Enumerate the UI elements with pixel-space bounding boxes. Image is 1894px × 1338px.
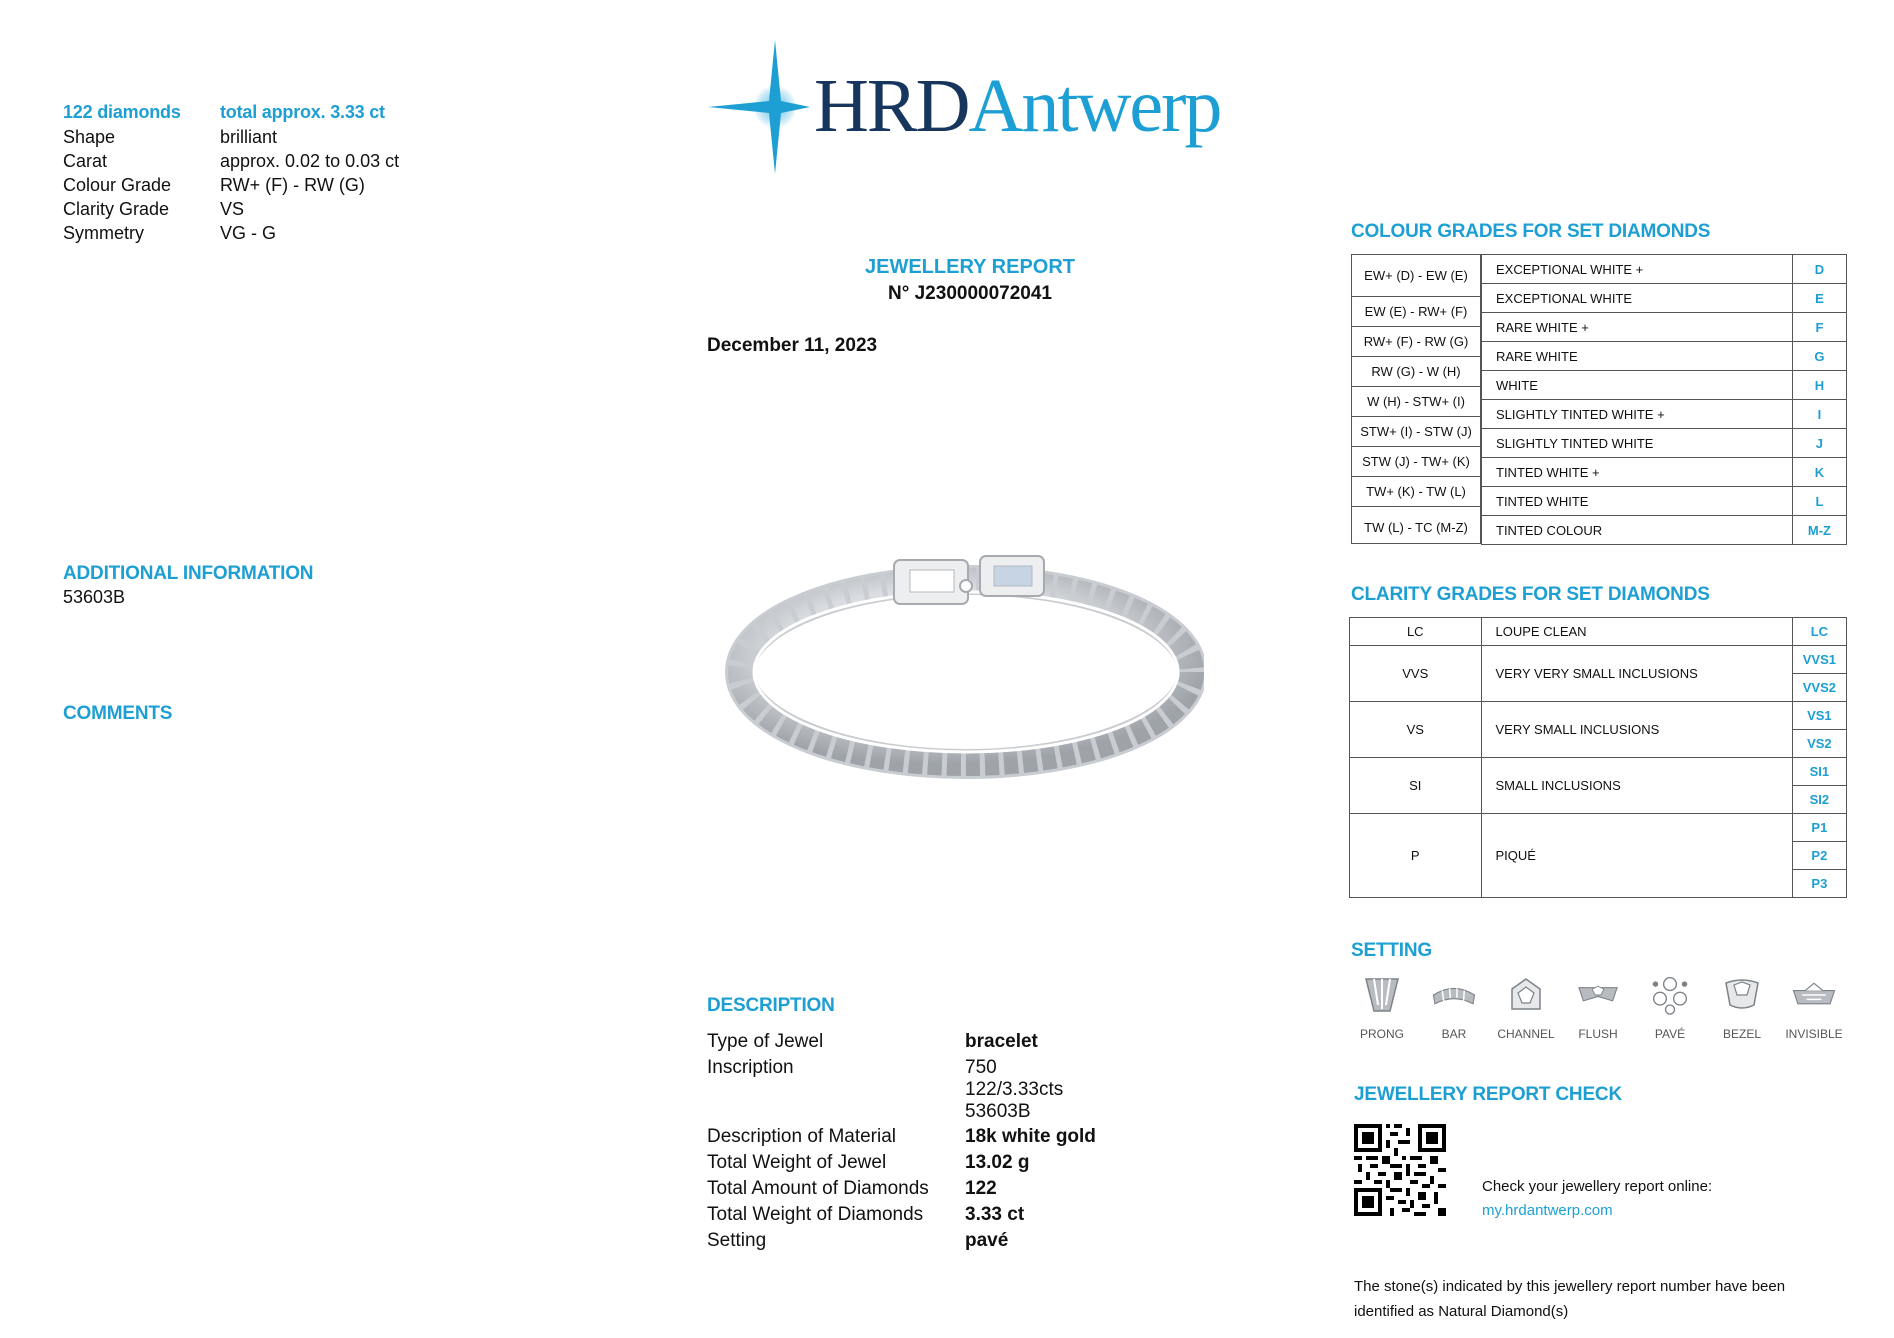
colour-name: RARE WHITE [1482,342,1793,371]
desc-value: 3.33 ct [965,1204,1025,1225]
setting-channel [1491,975,1561,1041]
desc-key: Type of Jewel [707,1031,824,1052]
colour-name: EXCEPTIONAL WHITE [1482,284,1793,313]
setting-bar [1419,975,1489,1041]
setting-prong [1347,975,1417,1041]
desc-value: pavé [965,1230,1009,1251]
table-row [1482,313,1847,342]
additional-info-title: ADDITIONAL INFORMATION [63,563,314,584]
clarity-code: VVS2 [1792,674,1846,702]
table-row [1350,618,1847,646]
table-row [1482,284,1847,313]
clarity-code: VVS1 [1792,646,1846,674]
diamond-count: 122 diamonds [63,102,181,122]
clarity-code: P3 [1792,870,1846,898]
clarity-grades-table [1349,617,1847,898]
spec-value: VS [220,199,245,219]
clarity-code: VS1 [1792,702,1846,730]
qr-code[interactable] [1354,1124,1446,1216]
table-row [1482,429,1847,458]
channel-icon [1504,975,1548,1015]
clarity-code: VS2 [1792,730,1846,758]
additional-info-value: 53603B [63,587,126,607]
colour-code: I [1792,400,1846,429]
prong-icon [1360,975,1404,1015]
table-row [1482,371,1847,400]
desc-value: 122 [965,1178,997,1199]
colour-range-cell: TW+ (K) - TW (L) [1352,477,1480,507]
bar-icon [1432,975,1476,1015]
clarity-abbr: VS [1350,702,1482,758]
colour-range-column [1351,254,1481,544]
colour-name: TINTED WHITE + [1482,458,1793,487]
diamond-total-weight: total approx. 3.33 ct [220,102,385,122]
hrd-antwerp-logo [708,38,1238,178]
qr-code-icon [1354,1124,1446,1216]
inscription-line-2: 122/3.33cts [965,1079,1064,1100]
report-date: December 11, 2023 [707,335,878,356]
table-row [1482,342,1847,371]
setting-title: SETTING [1351,940,1432,961]
clarity-code: LC [1792,618,1846,646]
setting-label: PAVÉ [1654,1027,1686,1041]
colour-name: WHITE [1482,371,1793,400]
bracelet-icon [724,540,1204,800]
colour-code: K [1792,458,1846,487]
clarity-abbr: P [1350,814,1482,898]
setting-pave [1635,975,1705,1041]
colour-range-cell: STW (J) - TW+ (K) [1352,447,1480,477]
desc-key: Total Weight of Jewel [707,1152,887,1173]
spec-key: Clarity Grade [63,199,170,219]
clarity-code: P2 [1792,842,1846,870]
report-number: N° J230000072041 [888,283,1052,304]
colour-range-cell: EW (E) - RW+ (F) [1352,297,1480,327]
desc-key: Total Weight of Diamonds [707,1204,924,1225]
clarity-name: SMALL INCLUSIONS [1481,758,1792,814]
colour-range-cell: RW+ (F) - RW (G) [1352,327,1480,357]
table-row [1482,400,1847,429]
spec-key: Carat [63,151,108,171]
spec-value: brilliant [220,127,278,147]
spec-key: Shape [63,127,116,147]
clarity-abbr: SI [1350,758,1482,814]
setting-label: BAR [1441,1027,1467,1041]
colour-name: SLIGHTLY TINTED WHITE [1482,429,1793,458]
colour-range-cell: W (H) - STW+ (I) [1352,387,1480,417]
desc-key: Setting [707,1230,767,1251]
inscription-line-3: 53603B [965,1101,1031,1122]
desc-key: Total Amount of Diamonds [707,1178,929,1199]
setting-flush [1563,975,1633,1041]
colour-range-cell: STW+ (I) - STW (J) [1352,417,1480,447]
desc-key: Description of Material [707,1126,897,1147]
spec-value: approx. 0.02 to 0.03 ct [220,151,400,171]
colour-name: TINTED WHITE [1482,487,1793,516]
colour-code: J [1792,429,1846,458]
clarity-code: SI2 [1792,786,1846,814]
colour-grades-table [1351,254,1847,544]
inscription-line-1: 750 [965,1057,997,1078]
table-row [1482,255,1847,284]
table-row [1482,458,1847,487]
logo-text-antwerp: Antwerp [968,64,1221,148]
pave-icon [1648,975,1692,1015]
logo-text-hrd: HRD [814,64,969,148]
setting-label: BEZEL [1722,1027,1761,1041]
colour-name: TINTED COLOUR [1482,516,1793,545]
colour-name: EXCEPTIONAL WHITE + [1482,255,1793,284]
footnote [1354,1274,1785,1324]
table-row [1350,814,1847,842]
bracelet-image [724,540,1204,800]
spec-value: VG - G [220,223,277,243]
comments-title: COMMENTS [63,703,173,724]
spec-key: Symmetry [63,223,144,243]
colour-code: E [1792,284,1846,313]
report-title: JEWELLERY REPORT [864,256,1076,278]
spec-key: Colour Grade [63,175,172,195]
description-title: DESCRIPTION [707,995,835,1016]
setting-bezel [1707,975,1777,1041]
report-check-link[interactable]: my.hrdantwerp.com [1482,1202,1613,1219]
table-row [1350,758,1847,786]
desc-value: 13.02 g [965,1152,1030,1173]
colour-code: L [1792,487,1846,516]
desc-value [965,1057,1063,1123]
colour-range-cell: EW+ (D) - EW (E) [1352,255,1480,297]
table-row [1482,487,1847,516]
clarity-abbr: LC [1350,618,1482,646]
clarity-code: P1 [1792,814,1846,842]
setting-label: FLUSH [1578,1027,1618,1041]
invisible-icon [1792,975,1836,1015]
colour-grades-title: COLOUR GRADES FOR SET DIAMONDS [1351,221,1711,242]
colour-code: M-Z [1792,516,1846,545]
footnote-line-1: The stone(s) indicated by this jewellery report number have been [1354,1278,1786,1295]
footnote-line-2: identified as Natural Diamond(s) [1354,1303,1569,1320]
colour-code: D [1792,255,1846,284]
clarity-name: PIQUÉ [1481,814,1792,898]
colour-name: SLIGHTLY TINTED WHITE + [1482,400,1793,429]
report-check-text: Check your jewellery report online: [1482,1178,1713,1195]
clarity-abbr: VVS [1350,646,1482,702]
clarity-name: LOUPE CLEAN [1481,618,1792,646]
flush-icon [1576,975,1620,1015]
bezel-icon [1720,975,1764,1015]
setting-invisible [1779,975,1849,1041]
colour-name: RARE WHITE + [1482,313,1793,342]
clarity-name: VERY SMALL INCLUSIONS [1481,702,1792,758]
table-row [1482,516,1847,545]
clarity-grades-title: CLARITY GRADES FOR SET DIAMONDS [1351,584,1710,605]
table-row [1350,646,1847,674]
colour-code: G [1792,342,1846,371]
desc-value: bracelet [965,1031,1038,1052]
setting-label: INVISIBLE [1785,1027,1843,1041]
clarity-name: VERY VERY SMALL INCLUSIONS [1481,646,1792,702]
colour-code: F [1792,313,1846,342]
report-check-title: JEWELLERY REPORT CHECK [1354,1084,1622,1105]
setting-label: PRONG [1359,1027,1404,1041]
setting-label: CHANNEL [1497,1027,1555,1041]
colour-name-table [1481,254,1847,545]
spec-value: RW+ (F) - RW (G) [220,175,365,195]
table-row [1350,702,1847,730]
colour-code: H [1792,371,1846,400]
colour-range-cell: RW (G) - W (H) [1352,357,1480,387]
colour-range-cell: TW (L) - TC (M-Z) [1364,520,1468,535]
desc-value: 18k white gold [965,1126,1096,1147]
clarity-code: SI1 [1792,758,1846,786]
desc-key: Inscription [707,1057,794,1078]
